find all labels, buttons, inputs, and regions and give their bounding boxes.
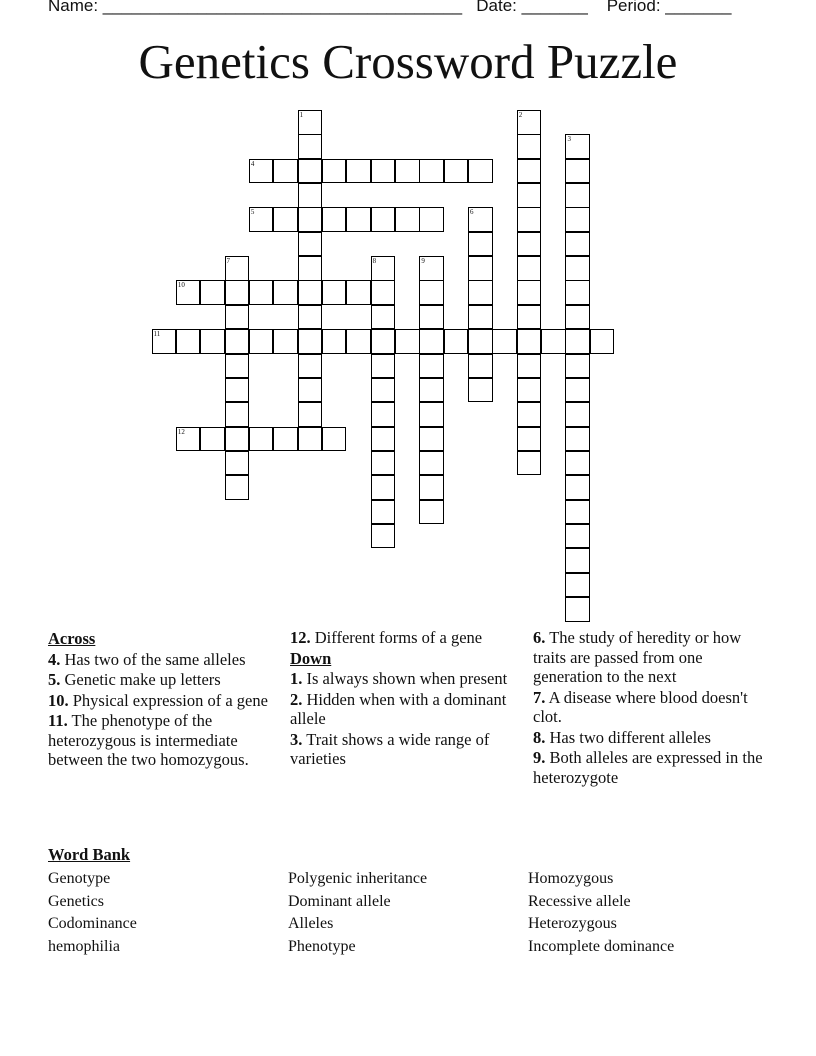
crossword-cell[interactable] [298,305,323,330]
clue-across-12 [290,628,526,648]
crossword-cell[interactable] [346,159,371,184]
crossword-cell[interactable] [444,329,469,354]
crossword-cell[interactable] [419,402,444,427]
clue-across-4 [48,650,284,670]
crossword-cell[interactable] [176,280,201,305]
crossword-cell[interactable] [517,232,542,257]
word-bank-column-3 [528,868,674,959]
crossword-cell[interactable] [419,280,444,305]
crossword-cell[interactable] [565,305,590,330]
clue-number: 1. [290,669,303,688]
down-heading: Down [290,648,332,668]
clue-number-label: 8 [372,257,377,266]
clue-number-label: 1 [299,111,304,119]
crossword-cell[interactable] [249,207,274,232]
clue-number: 7. [533,687,546,707]
crossword-cell[interactable] [371,280,396,305]
crossword-cell[interactable] [468,207,493,232]
crossword-cell[interactable] [225,378,250,403]
crossword-cell[interactable] [517,183,542,208]
crossword-cell[interactable] [565,256,590,281]
word-bank-heading: Word Bank [48,845,131,864]
crossword-cell[interactable] [517,451,542,476]
crossword-cell[interactable] [565,573,590,598]
clue-number: 3. [290,729,303,749]
clue-down-8 [533,728,773,748]
clue-number-label: 9 [421,257,425,266]
word-bank-item: Genotype [48,870,111,887]
crossword-cell[interactable] [298,256,323,281]
crossword-cell[interactable] [590,329,615,354]
crossword-cell[interactable] [419,378,444,403]
crossword-cell[interactable] [225,427,250,452]
clue-number-label: 4 [250,159,255,168]
crossword-cell[interactable] [565,475,590,500]
clues-column-2 [290,628,526,770]
crossword-cell[interactable] [468,354,493,379]
clue-text: Physical expression of a gene [72,690,268,710]
clue-across-11 [48,711,284,770]
crossword-cell[interactable] [468,232,493,257]
crossword-cell[interactable] [565,159,590,184]
crossword-cell[interactable] [371,256,396,281]
clue-text: A disease where blood doesn't clot. [533,687,748,726]
crossword-cell[interactable] [468,280,493,305]
clue-text: Is always shown when present [306,669,508,688]
crossword-cell[interactable] [517,305,542,330]
clue-text: Different forms of a gene [314,628,483,647]
word-bank-column-2 [288,868,427,959]
crossword-cell[interactable] [419,427,444,452]
crossword-cell[interactable] [565,232,590,257]
period-field-label[interactable]: Period: _______ [606,0,732,15]
crossword-cell[interactable] [565,597,590,622]
clue-across-10 [48,691,284,711]
crossword-cell[interactable] [468,159,493,184]
crossword-cell[interactable] [200,427,225,452]
crossword-cell[interactable] [565,500,590,525]
clue-number: 2. [290,689,303,709]
clue-down-2 [290,690,526,729]
crossword-cell[interactable] [468,305,493,330]
clue-number-label: 7 [226,257,231,266]
crossword-cell[interactable] [298,329,323,354]
crossword-cell[interactable] [371,427,396,452]
crossword-cell[interactable] [298,159,323,184]
clue-number-label: 12 [177,427,185,436]
crossword-cell[interactable] [419,354,444,379]
word-bank-item: Alleles [288,915,334,933]
crossword-cell[interactable] [395,207,420,232]
clues-column-3 [533,628,773,788]
crossword-cell[interactable] [565,207,590,232]
word-bank-item: hemophilia [48,938,120,956]
crossword-cell[interactable] [468,378,493,403]
crossword-cell[interactable] [419,159,444,184]
crossword-cell[interactable] [249,427,274,452]
crossword-cell[interactable] [346,329,371,354]
crossword-cell[interactable] [298,207,323,232]
crossword-cell[interactable] [517,329,542,354]
crossword-cell[interactable] [565,427,590,452]
clue-number: 8. [533,727,546,747]
across-heading: Across [48,629,96,648]
crossword-cell[interactable] [249,280,274,305]
crossword-cell[interactable] [273,427,298,452]
clue-number: 5. [48,670,61,689]
word-bank-item: Phenotype [288,938,356,956]
crossword-cell[interactable] [371,378,396,403]
crossword-cell[interactable] [371,402,396,427]
crossword-cell[interactable] [322,329,347,354]
clue-text: Genetic make up letters [64,670,221,689]
crossword-cell[interactable] [200,280,225,305]
clue-text: Has two of the same alleles [64,649,246,669]
crossword-cell[interactable] [346,207,371,232]
clues-column-1 [48,628,284,771]
word-bank-item: Recessive allele [528,892,631,910]
crossword-cell[interactable] [419,305,444,330]
crossword-cell[interactable] [249,159,274,184]
crossword-cell[interactable] [225,354,250,379]
crossword-cell[interactable] [395,329,420,354]
crossword-cell[interactable] [225,305,250,330]
crossword-cell[interactable] [273,207,298,232]
clue-number-label: 2 [518,111,523,119]
crossword-cell[interactable] [176,329,201,354]
crossword-cell[interactable] [298,134,323,159]
clue-down-3 [290,730,526,769]
crossword-cell[interactable] [249,329,274,354]
clue-number: 11. [48,711,68,730]
clue-text: Both alleles are expressed in the heterozygote [533,748,763,787]
clue-number: 4. [48,649,61,669]
word-bank-item: Polygenic inheritance [288,870,428,887]
crossword-cell[interactable] [225,280,250,305]
crossword-cell[interactable] [322,427,347,452]
crossword-cell[interactable] [322,207,347,232]
crossword-cell[interactable] [419,256,444,281]
word-bank-column-1 [48,868,137,959]
crossword-cell[interactable] [298,110,323,135]
crossword-cell[interactable] [176,427,201,452]
crossword-cell[interactable] [492,329,517,354]
crossword-cell[interactable] [468,256,493,281]
crossword-cell[interactable] [346,280,371,305]
clue-number: 12. [290,628,311,647]
crossword-cell[interactable] [517,427,542,452]
crossword-cell[interactable] [225,402,250,427]
clue-text: Has two different alleles [549,727,711,747]
crossword-cell[interactable] [371,329,396,354]
word-bank-item: Homozygous [528,870,614,887]
clue-text: The study of heredity or how traits are passed from one generation to the next [533,628,742,686]
crossword-cell[interactable] [565,378,590,403]
name-field-label[interactable]: Name: ______________________________________ [48,0,463,15]
clue-down-7 [533,688,773,727]
crossword-cell[interactable] [517,134,542,159]
crossword-cell[interactable] [565,134,590,159]
crossword-cell[interactable] [225,329,250,354]
date-field-label[interactable]: Date: _______ [476,0,588,15]
crossword-cell[interactable] [225,475,250,500]
crossword-cell[interactable] [298,427,323,452]
crossword-cell[interactable] [371,207,396,232]
clue-number-label: 11 [153,330,161,339]
crossword-cell[interactable] [419,207,444,232]
clue-number: 10. [48,690,69,710]
clue-number-label: 3 [567,135,571,144]
crossword-cell[interactable] [517,402,542,427]
crossword-cell[interactable] [298,354,323,379]
clue-number-label: 10 [177,281,185,290]
crossword-cell[interactable] [565,451,590,476]
crossword-cell[interactable] [298,402,323,427]
crossword-cell[interactable] [444,159,469,184]
crossword-cell[interactable] [517,354,542,379]
crossword-cell[interactable] [565,402,590,427]
word-bank-item: Incomplete dominance [528,938,675,956]
crossword-cell[interactable] [273,280,298,305]
crossword-cell[interactable] [517,256,542,281]
clue-text: Hidden when with a dominant allele [290,689,507,728]
word-bank-item: Codominance [48,915,137,933]
clue-number-label: 6 [470,208,474,217]
crossword-cell[interactable] [371,500,396,525]
crossword-cell[interactable] [419,451,444,476]
crossword-cell[interactable] [298,280,323,305]
clue-text: The phenotype of the heterozygous is intermediate between the two homozygous. [48,711,249,769]
crossword-cell[interactable] [541,329,566,354]
clue-text: Trait shows a wide range of varieties [290,729,490,768]
crossword-cell[interactable] [517,159,542,184]
crossword-cell[interactable] [395,159,420,184]
crossword-cell[interactable] [517,378,542,403]
crossword-cell[interactable] [468,329,493,354]
crossword-cell[interactable] [371,159,396,184]
crossword-cell[interactable] [200,329,225,354]
crossword-cell[interactable] [565,183,590,208]
crossword-cell[interactable] [273,329,298,354]
clue-down-6 [533,628,773,687]
crossword-cell[interactable] [298,183,323,208]
crossword-cell[interactable] [419,500,444,525]
word-bank-item: Heterozygous [528,915,617,933]
crossword-cell[interactable] [565,354,590,379]
crossword-cell[interactable] [298,378,323,403]
clue-down-1 [290,669,526,689]
crossword-cell[interactable] [225,451,250,476]
crossword-cell[interactable] [371,354,396,379]
clue-across-5 [48,670,284,690]
crossword-cell[interactable] [565,329,590,354]
crossword-cell[interactable] [322,280,347,305]
crossword-cell[interactable] [517,207,542,232]
clue-number-label: 5 [250,208,255,217]
crossword-cell[interactable] [371,524,396,549]
crossword-cell[interactable] [371,475,396,500]
crossword-cell[interactable] [565,524,590,549]
clue-number: 9. [533,748,546,767]
crossword-cell[interactable] [419,329,444,354]
crossword-cell[interactable] [517,280,542,305]
crossword-cell[interactable] [565,280,590,305]
clue-down-9 [533,748,773,787]
crossword-cell[interactable] [273,159,298,184]
crossword-cell[interactable] [565,548,590,573]
crossword-cell[interactable] [322,159,347,184]
clue-number: 6. [533,628,546,647]
word-bank-item: Genetics [48,892,104,910]
crossword-cell[interactable] [371,451,396,476]
crossword-cell[interactable] [298,232,323,257]
crossword-cell[interactable] [371,305,396,330]
crossword-cell[interactable] [225,256,250,281]
page-title: Genetics Crossword Puzzle [138,34,678,89]
crossword-cell[interactable] [517,110,542,135]
crossword-cell[interactable] [152,329,177,354]
crossword-cell[interactable] [419,475,444,500]
word-bank-item: Dominant allele [288,892,391,910]
